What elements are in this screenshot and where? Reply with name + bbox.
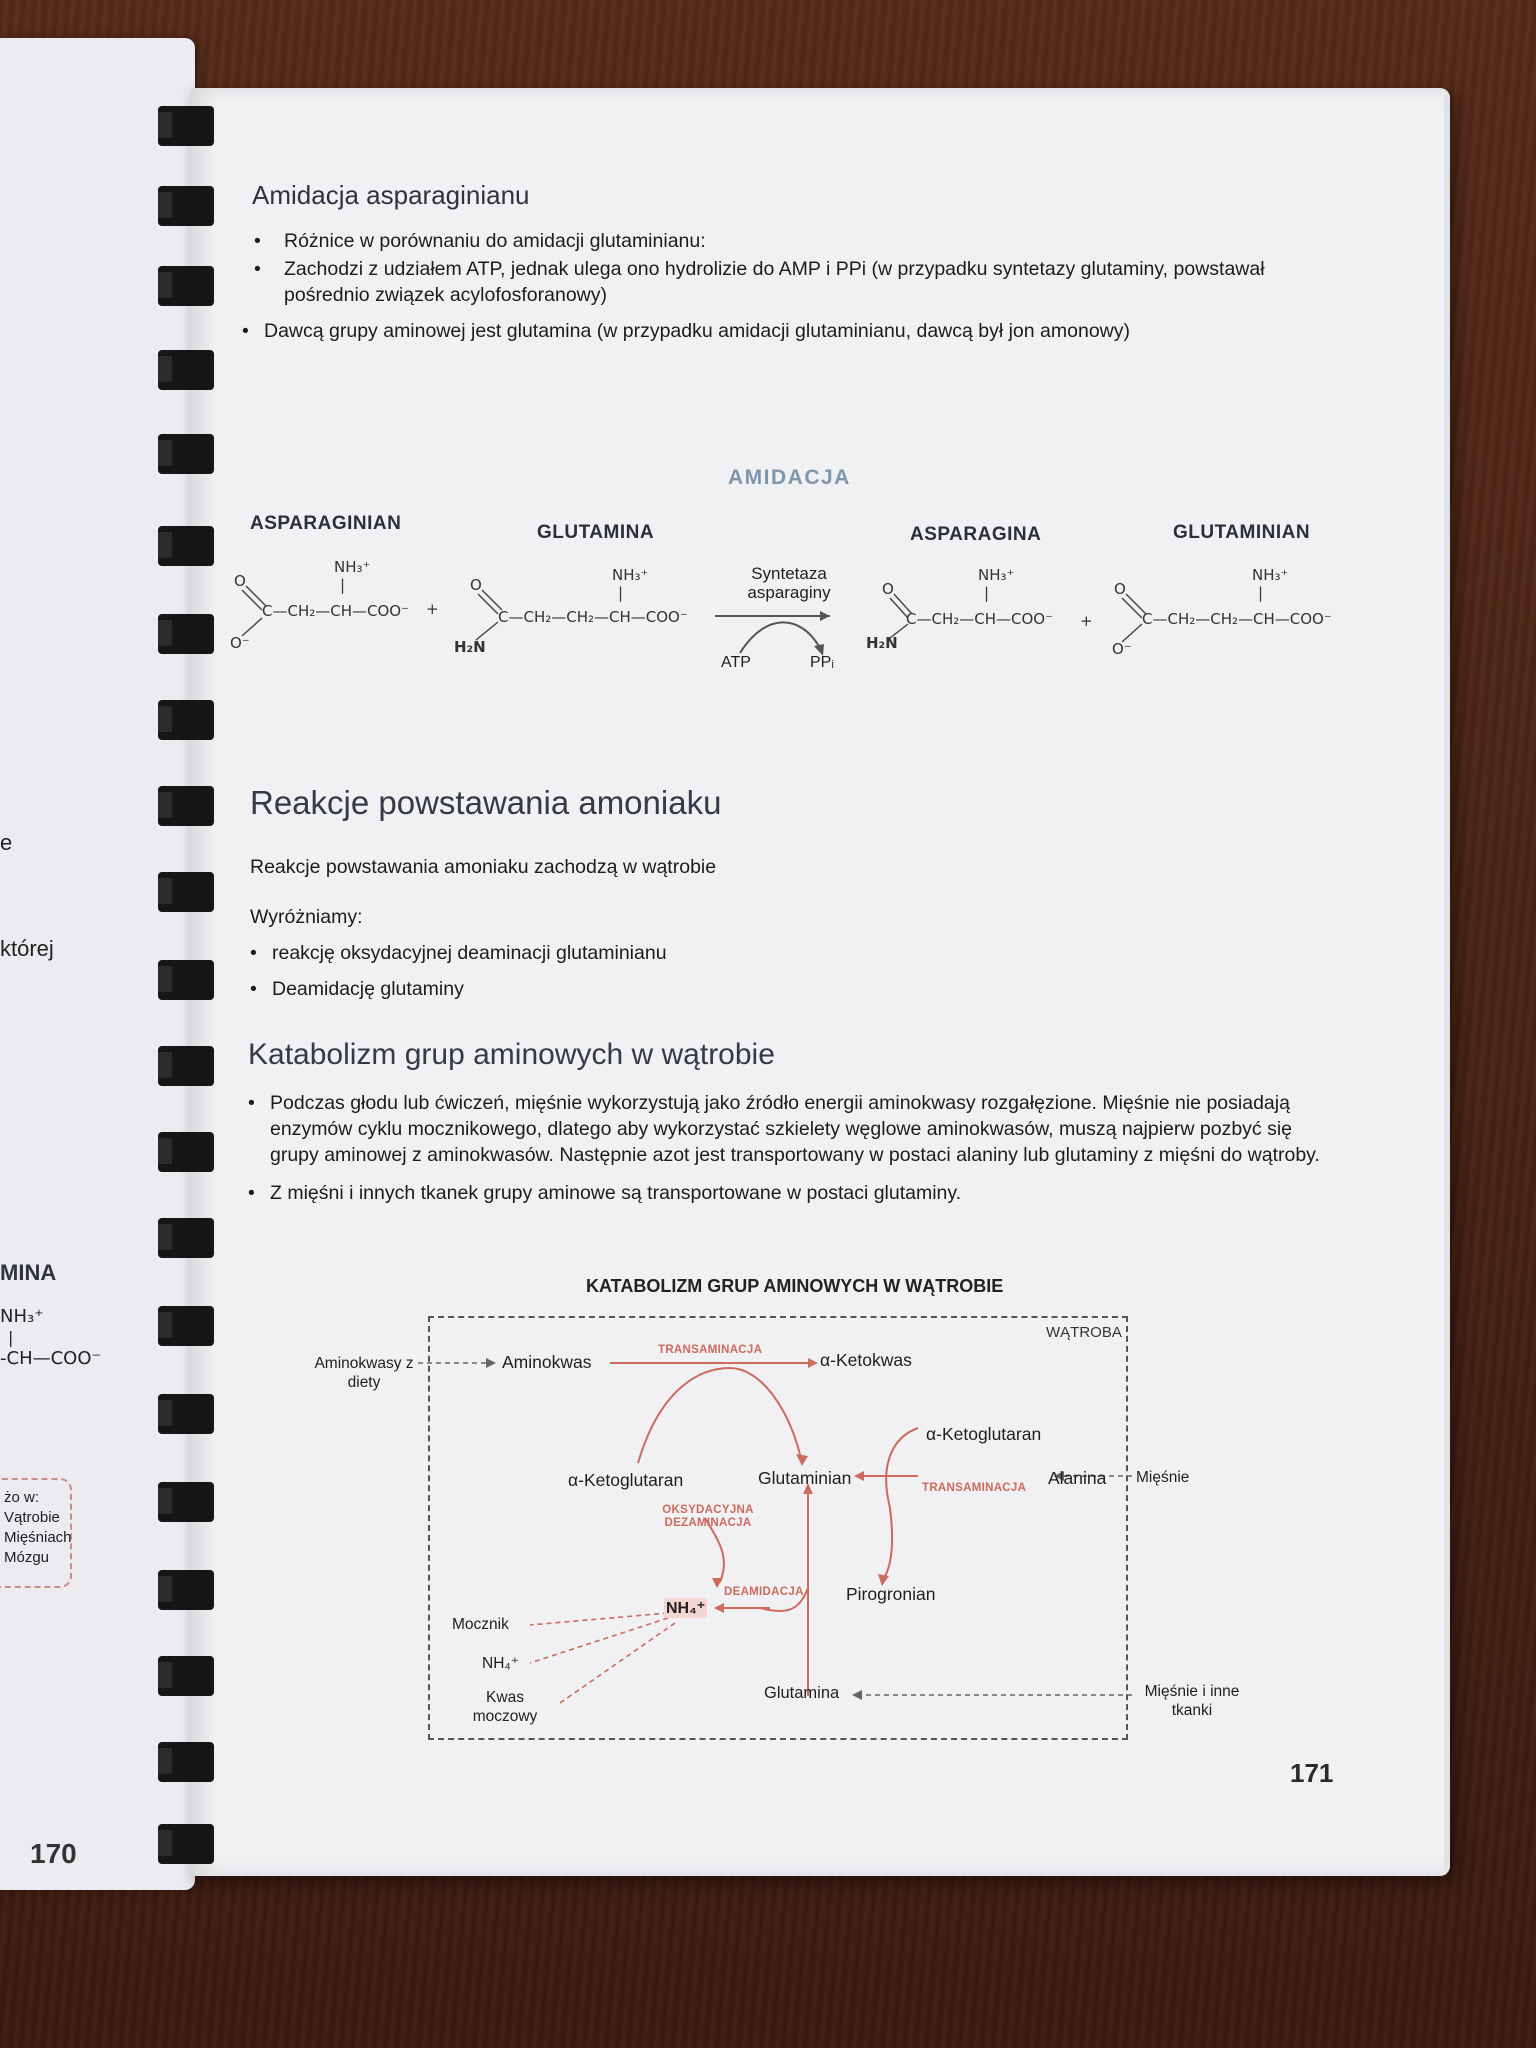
binding-ring [158, 1742, 214, 1782]
node-miesnie: Mięśnie [1136, 1469, 1190, 1486]
chem-o: O [882, 580, 894, 598]
chem-chain: C—CH₂—CH—COO⁻ [906, 610, 1053, 628]
binding-ring [158, 1824, 214, 1864]
chem-h2n: H₂N [866, 634, 898, 652]
label-deamidation: DEAMIDACJA [724, 1586, 804, 1598]
plus-sign: + [1080, 612, 1093, 630]
liver-label: WĄTROBA [1046, 1324, 1122, 1341]
plus-sign: + [426, 600, 439, 618]
binding-ring [158, 350, 214, 390]
binding-ring [158, 1306, 214, 1346]
node-mocznik: Mocznik [452, 1616, 509, 1633]
right-page [190, 88, 1450, 1876]
ammonia-distinguish: Wyróżniamy: [250, 906, 363, 928]
ppi-label: PPᵢ [810, 654, 834, 671]
node-amino-diet: Aminokwasy z diety [314, 1355, 414, 1391]
left-fragment-chain: -CH—COO⁻ [0, 1348, 102, 1369]
chem-bond: | [340, 576, 346, 594]
list-item: • Różnice w porównaniu do amidacji glutaminianu: [254, 228, 1334, 254]
enzyme-name: Syntetaza asparaginy [747, 564, 831, 602]
left-location-bubble [0, 1478, 72, 1588]
chem-o: O [470, 576, 482, 594]
list-item: • Zachodzi z udziałem ATP, jednak ulega ono hydrolizie do AMP i PPi (w przypadku syntetazy glutaminy, powstawał pośrednio związek acylofosforanowy) [254, 256, 1334, 308]
chem-h2n: H₂N [454, 638, 486, 656]
binding-ring [158, 266, 214, 306]
liver-box [428, 1316, 1128, 1740]
bubble-line: żo w: [4, 1489, 40, 1506]
left-fragment-ktorej: której [0, 936, 54, 961]
left-page-number: 170 [30, 1838, 77, 1869]
binding-ring [158, 1570, 214, 1610]
chem-nh3: NH₃⁺ [1252, 566, 1289, 584]
ammonia-bullets [250, 940, 1250, 1012]
binding-ring [158, 786, 214, 826]
ammonia-intro: Reakcje powstawania amoniaku zachodzą w wątrobie [250, 856, 717, 878]
label-transamination-2: TRANSAMINACJA [922, 1482, 1027, 1494]
label-oxidative-deamination: OKSYDACYJNA DEZAMINACJA [662, 1504, 754, 1529]
chem-bond: | [618, 584, 624, 602]
binding-ring [158, 872, 214, 912]
page-number: 171 [1290, 1758, 1334, 1788]
chem-nh3: NH₃⁺ [334, 558, 371, 576]
chem-chain: C—CH₂—CH—COO⁻ [262, 602, 409, 620]
list-item: • Podczas głodu lub ćwiczeń, mięśnie wykorzystują jako źródło energii aminokwasy rozgałęzione. Mięśnie nie posiadają enzymów cyklu mocznikowego, dlatego aby wykorzystać szkielety węglowe aminokwasów, muszą najpierw pozbyć się grupy aminowej z aminokwasów. Następnie azot jest transportowany w postaci alaniny lub glutaminy z mięśni do wątroby. [248, 1090, 1328, 1168]
list-item: • Z mięśni i innych tkanek grupy aminowe są transportowane w postaci glutaminy. [248, 1180, 1328, 1206]
left-fragment-e: e [0, 830, 13, 855]
label-asparaginian: ASPARAGINIAN [250, 513, 402, 534]
binding-ring [158, 106, 214, 146]
node-ketokwas: α-Ketokwas [820, 1350, 912, 1370]
binding-ring [158, 614, 214, 654]
chem-o: O [234, 572, 246, 590]
chem-chain: C—CH₂—CH₂—CH—COO⁻ [498, 608, 688, 626]
catabolism-bullets [248, 1090, 1328, 1216]
left-fragment-nh3: NH₃⁺ [0, 1306, 44, 1327]
chem-o: O [1114, 580, 1126, 598]
binding-ring [158, 526, 214, 566]
chem-bond: | [1258, 584, 1264, 602]
binding-ring [158, 1482, 214, 1522]
left-fragment-mina: MINA [0, 1260, 57, 1285]
node-nh4-out: NH₄⁺ [482, 1655, 519, 1672]
binding-ring [158, 434, 214, 474]
section-title-amidation: Amidacja asparaginianu [252, 180, 530, 210]
chem-nh3: NH₃⁺ [978, 566, 1015, 584]
chem-bond: | [984, 584, 990, 602]
left-fragment-bar: | [8, 1328, 14, 1347]
bubble-line: Mózgu [4, 1549, 50, 1566]
chem-o-minus: O⁻ [230, 634, 250, 652]
chem-nh3: NH₃⁺ [612, 566, 649, 584]
node-alanina: Alanina [1048, 1468, 1107, 1488]
node-ketoglutaran-left: α-Ketoglutaran [568, 1470, 684, 1490]
node-aminokwas: Aminokwas [502, 1352, 592, 1372]
binding-ring [158, 960, 214, 1000]
node-muscles-other: Mięśnie i inne tkanki [1144, 1683, 1240, 1719]
atp-label: ATP [721, 654, 751, 671]
binding-ring [158, 1218, 214, 1258]
node-nh4: NH₄⁺ [666, 1600, 706, 1617]
list-item: • Deamidację glutaminy [250, 976, 1250, 1002]
node-glutamina: Glutamina [764, 1684, 840, 1702]
binding-ring [158, 1046, 214, 1086]
label-asparagina: ASPARAGINA [910, 524, 1042, 545]
node-glutaminian: Glutaminian [758, 1468, 852, 1488]
chem-o-minus: O⁻ [1112, 640, 1132, 658]
label-transamination: TRANSAMINACJA [658, 1344, 763, 1356]
binding-ring [158, 700, 214, 740]
binding-ring [158, 1656, 214, 1696]
section-title-ammonia: Reakcje powstawania amoniaku [250, 784, 722, 821]
node-ketoglutaran-right: α-Ketoglutaran [926, 1424, 1042, 1444]
binding-ring [158, 1394, 214, 1434]
section-title-catabolism: Katabolizm grup aminowych w wątrobie [248, 1038, 775, 1071]
list-item: • reakcję oksydacyjnej deaminacji glutaminianu [250, 940, 1250, 966]
list-item: • Dawcą grupy aminowej jest glutamina (w przypadku amidacji glutaminianu, dawcą był jon amonowy) [242, 318, 1334, 344]
node-pirogronian: Pirogronian [846, 1584, 936, 1604]
bubble-line: Vątrobie [4, 1509, 60, 1526]
label-glutaminian: GLUTAMINIAN [1173, 522, 1311, 543]
label-glutamina: GLUTAMINA [537, 522, 655, 543]
amidation-heading: AMIDACJA [728, 466, 851, 489]
binding-ring [158, 1132, 214, 1172]
chem-chain: C—CH₂—CH₂—CH—COO⁻ [1142, 610, 1332, 628]
node-kwas-moczowy: Kwas moczowy [472, 1689, 538, 1725]
binding-ring [158, 186, 214, 226]
bubble-line: Mięśniach [4, 1529, 72, 1546]
figure-title: KATABOLIZM GRUP AMINOWYCH W WĄTROBIE [586, 1276, 1004, 1296]
